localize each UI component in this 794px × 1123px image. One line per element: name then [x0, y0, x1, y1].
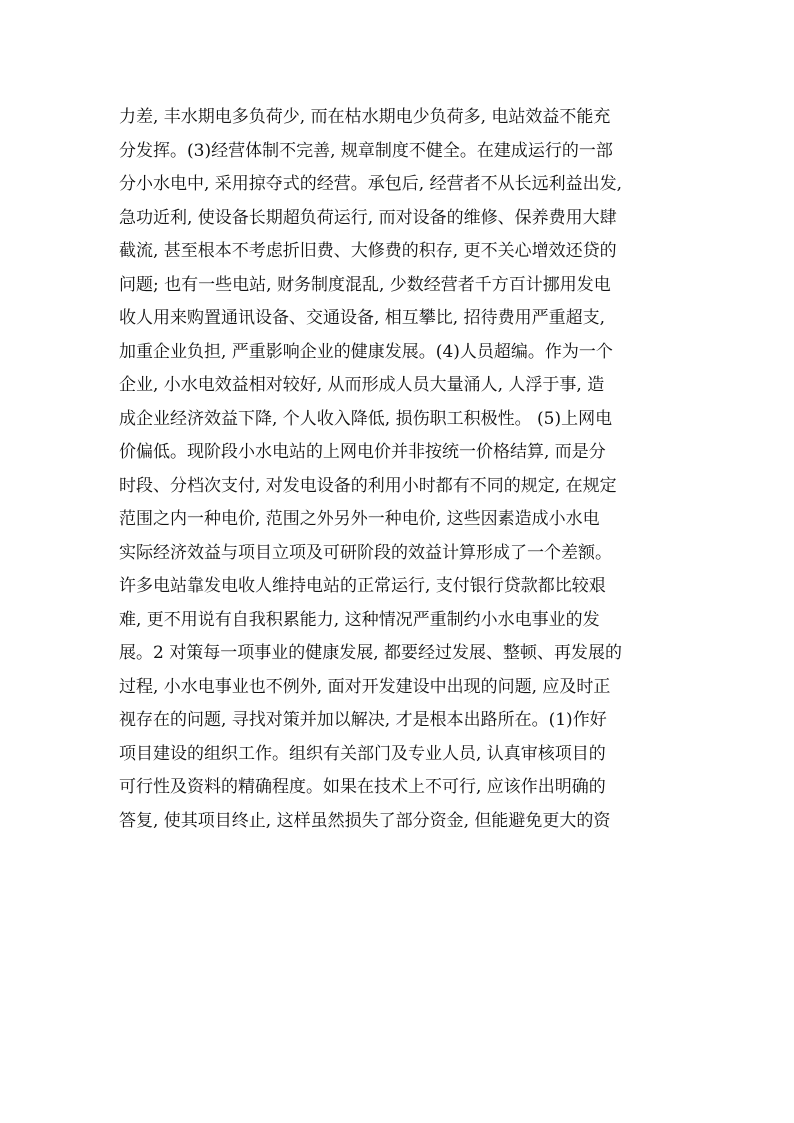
text-line: 问题; 也有一些电站, 财务制度混乱, 少数经营者千方百计挪用发电 [119, 274, 611, 295]
text-line: 截流, 甚至根本不考虑折旧费、大修费的积存, 更不关心增效还贷的 [119, 241, 617, 261]
text-line: 分小水电中, 采用掠夺式的经营。承包后, 经营者不从长远利益出发, [119, 174, 623, 194]
text-line: 难, 更不用说有自我积累能力, 这种情况严重制约小水电事业的发 [119, 609, 600, 630]
text-line: 展。2 对策每一项事业的健康发展, 都要经过发展、整顿、再发展的 [119, 643, 623, 663]
text-line: 加重企业负担, 严重影响企业的健康发展。(4)人员超编。作为一个 [119, 341, 613, 362]
text-line: 急功近利, 使设备长期超负荷运行, 而对设备的维修、保养费用大肆 [119, 207, 617, 228]
text-line: 许多电站靠发电收人维持电站的正常运行, 支付银行贷款都比较艰 [119, 576, 606, 596]
text-line: 力差, 丰水期电多负荷少, 而在枯水期电少负荷多, 电站效益不能充 [119, 107, 611, 127]
text-line: 可行性及资料的精确程度。如果在技术上不可行, 应该作出明确的 [119, 777, 606, 797]
text-line: 时段、分档次支付, 对发电设备的利用小时都有不同的规定, 在规定 [119, 475, 617, 496]
text-line: 企业, 小水电效益相对较好, 从而形成人员大量涌人, 人浮于事, 造 [119, 375, 605, 395]
text-line: 收人用来购置通讯设备、交通设备, 相互攀比, 招待费用严重超支, [119, 308, 606, 328]
text-line: 范围之内一种电价, 范围之外另外一种电价, 这些因素造成小水电 [119, 509, 600, 529]
text-line: 答复, 使其项目终止, 这样虽然损失了部分资金, 但能避免更大的资 [119, 810, 611, 831]
text-line: 分发挥。(3)经营体制不完善, 规章制度不健全。在建成运行的一部 [119, 140, 613, 161]
text-line: 项目建设的组织工作。组织有关部门及专业人员, 认真审核项目的 [119, 743, 606, 764]
text-line: 成企业经济效益下降, 个人收入降低, 损伤职工积极性。 (5)上网电 [119, 408, 613, 429]
text-line: 价偏低。现阶段小水电站的上网电价并非按统一价格结算, 而是分 [119, 442, 606, 462]
text-line: 视存在的问题, 寻找对策并加以解决, 才是根本出路所在。(1)作好 [119, 710, 607, 730]
text-line: 过程, 小水电事业也不例外, 面对开发建设中出现的问题, 应及时正 [119, 676, 611, 697]
body-text [119, 101, 699, 838]
text-line: 实际经济效益与项目立项及可研阶段的效益计算形成了一个差额。 [119, 542, 612, 563]
